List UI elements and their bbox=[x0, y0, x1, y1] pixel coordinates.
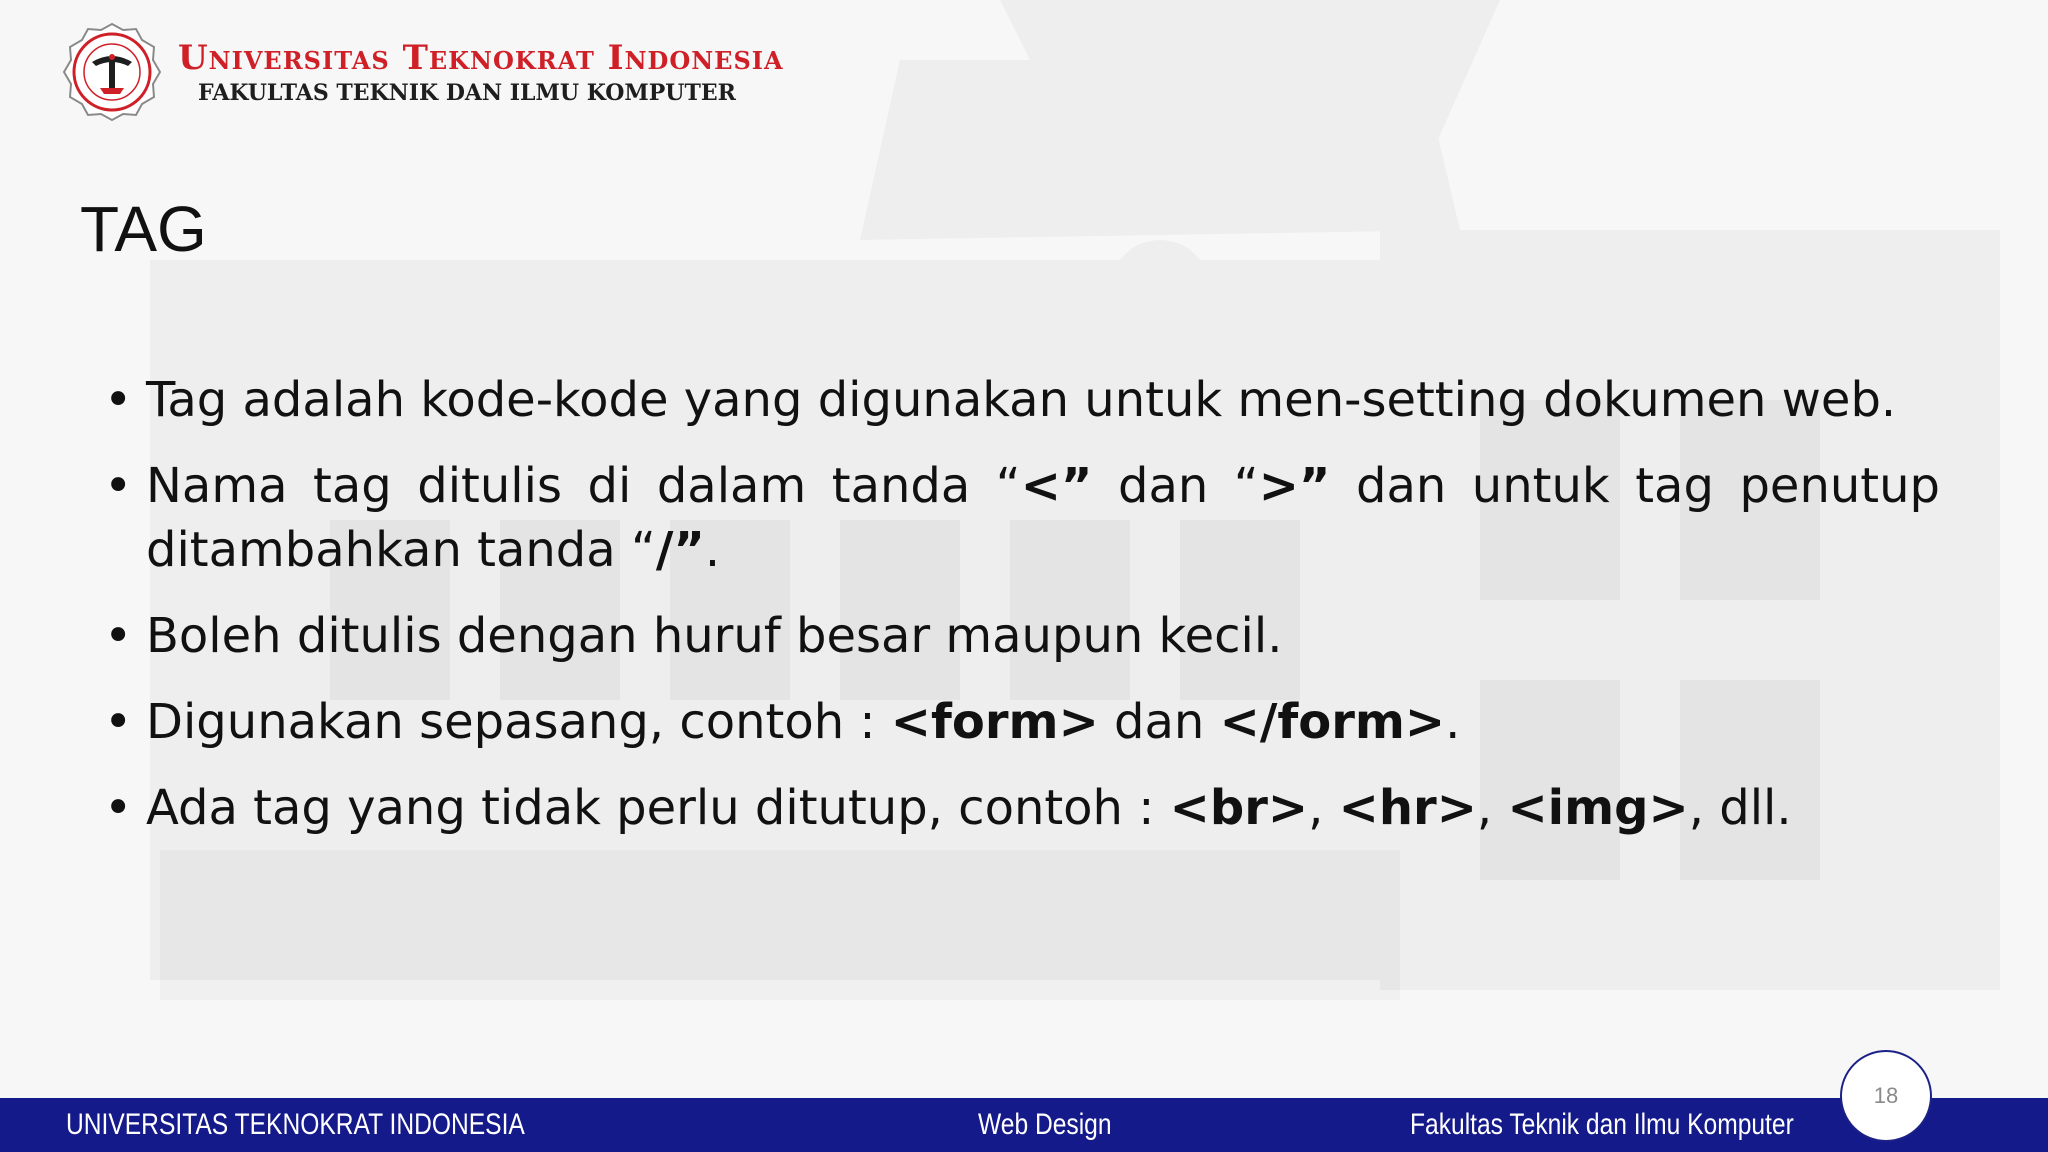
bullet-bold-run: >” bbox=[1258, 458, 1331, 514]
faculty-name: FAKULTAS TEKNIK DAN ILMU KOMPUTER bbox=[198, 80, 736, 106]
bullet-bold-run: <img> bbox=[1507, 780, 1689, 836]
footer-bar bbox=[0, 1098, 2048, 1152]
bullet-bold-run: <” bbox=[1020, 458, 1093, 514]
bullet-text bbox=[146, 372, 1896, 428]
bullet-bold-run: <form> bbox=[890, 694, 1099, 750]
bullet-text-run: dan untuk tag penutup ditambahkan tanda “ bbox=[146, 458, 1941, 578]
bullet-text-run: . bbox=[704, 522, 721, 578]
bullet-text bbox=[146, 608, 1282, 664]
bullet-dot-icon: • bbox=[104, 694, 133, 750]
bullet-item bbox=[104, 368, 1940, 432]
bullet-list bbox=[104, 368, 1940, 862]
header-logo-block bbox=[62, 22, 784, 122]
bullet-text-run: Digunakan sepasang, contoh : bbox=[146, 694, 891, 750]
bullet-text bbox=[146, 458, 1940, 578]
bullet-text-run: Nama tag ditulis di dalam tanda “ bbox=[146, 458, 1021, 514]
bullet-dot-icon: • bbox=[104, 780, 133, 836]
bullet-text-run: Ada tag yang tidak perlu ditutup, contoh : bbox=[146, 780, 1170, 836]
bullet-text bbox=[146, 694, 1460, 750]
footer-university: UNIVERSITAS TEKNOKRAT INDONESIA bbox=[66, 1108, 525, 1141]
slide-title: TAG bbox=[80, 193, 207, 265]
bullet-dot-icon: • bbox=[104, 458, 133, 514]
bullet-text-run: dan bbox=[1098, 694, 1220, 750]
bullet-text-run: dan “ bbox=[1092, 458, 1259, 514]
bullet-dot-icon: • bbox=[104, 608, 133, 664]
university-seal-icon bbox=[62, 22, 162, 122]
bullet-text-run: , bbox=[1476, 780, 1508, 836]
bullet-dot-icon: • bbox=[104, 372, 133, 428]
bullet-bold-run: /” bbox=[655, 522, 705, 578]
bullet-item bbox=[104, 604, 1940, 668]
bullet-text-run: , dll. bbox=[1688, 780, 1792, 836]
bullet-text-run: . bbox=[1445, 694, 1461, 750]
page-number: 18 bbox=[1840, 1050, 1932, 1142]
footer-course: Web Design bbox=[978, 1108, 1112, 1141]
bullet-bold-run: </form> bbox=[1219, 694, 1446, 750]
bullet-bold-run: <hr> bbox=[1338, 780, 1477, 836]
bullet-text-run: Boleh ditulis dengan huruf besar maupun kecil. bbox=[146, 608, 1283, 664]
bullet-text-run: , bbox=[1308, 780, 1339, 836]
bullet-bold-run: <br> bbox=[1169, 780, 1309, 836]
bullet-item bbox=[104, 454, 1940, 582]
bullet-item bbox=[104, 776, 1940, 840]
university-name: Universitas Teknokrat Indonesia bbox=[178, 38, 784, 78]
bullet-text bbox=[146, 780, 1792, 836]
footer-faculty: Fakultas Teknik dan Ilmu Komputer bbox=[1410, 1108, 1794, 1141]
bullet-text-run: Tag adalah kode-kode yang digunakan untuk men-setting dokumen web. bbox=[146, 372, 1897, 428]
bullet-item bbox=[104, 690, 1940, 754]
